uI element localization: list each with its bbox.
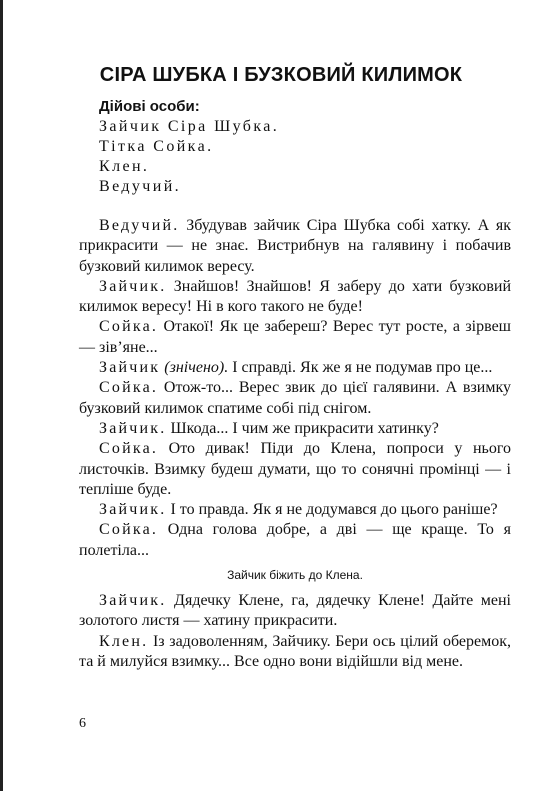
line-text: Одна голова добре, а дві — ще краще. То я полетіла... [79, 521, 511, 559]
dialogue-line [79, 632, 511, 673]
line-text: Ото дивак! Піди до Клена, попроси у нього листочків. Взимку будеш думати, що то сонячні промінці — і тепліше буде. [79, 440, 511, 498]
dialogue-line [79, 378, 511, 419]
dialogue-line [79, 500, 511, 520]
cast-list [99, 117, 279, 197]
cast-heading: Дійові особи: [99, 98, 200, 115]
speaker-name: Зайчик. [99, 501, 167, 519]
dialogue-line [79, 358, 511, 378]
cast-item: Тітка Сойка. [99, 138, 214, 155]
dialogue-line [79, 591, 511, 632]
line-text: Отож-то... Верес звик до цієї галявини. А взимку бузковий килимок спатиме собі під снігом. [79, 379, 511, 417]
page-title: СІРА ШУБКА І БУЗКОВИЙ КИЛИМОК [99, 64, 463, 86]
book-page [3, 0, 559, 791]
cast-item: Зайчик Сіра Шубка. [99, 118, 280, 135]
stage-direction: Зайчик біжить до Клена. [227, 568, 363, 583]
dialogue-line [79, 216, 511, 277]
speaker-name: Сойка. [99, 521, 159, 539]
stage-direction-inline: (знічено). [164, 359, 229, 377]
speaker-name: Зайчик. [99, 419, 167, 437]
line-text: Шкода... І чим же прикрасити хатинку? [166, 419, 439, 437]
speaker-name: Зайчик. [99, 277, 167, 295]
speaker-name: Сойка. [99, 318, 159, 336]
line-text: Знайшов! Знайшов! Я заберу до хати бузковий килимок вересу! Ні в кого такого не буде! [79, 277, 511, 316]
line-text: Дядечку Клене, га, дядечку Клене! Дайте мені золотого листя — хатину прикрасити. [79, 592, 511, 630]
line-text: Отакої! Як це забереш? Верес тут росте, а зірвеш — зів’яне... [79, 318, 511, 356]
dialogue-line [79, 520, 511, 561]
dialogue-line [79, 439, 511, 500]
cast-item: Клен. [99, 158, 150, 175]
line-text: І то правда. Як я не додумався до цього раніше? [166, 501, 498, 519]
cast-item: Ведучий. [99, 178, 182, 195]
line-text: Збудував зайчик Сіра Шубка собі хатку. А як прикрасити — не знає. Вистрибнув на галявину і побачив бузковий килимок вересу. [79, 217, 511, 275]
speaker-name: Зайчик. [99, 592, 167, 610]
page-number: 6 [79, 716, 86, 731]
speaker-name: Зайчик [99, 359, 161, 377]
speaker-name: Сойка. [99, 379, 159, 397]
line-text: І справді. Як же я не подумав про це... [228, 359, 493, 377]
speaker-name: Ведучий. [99, 217, 180, 234]
line-text: Із задоволенням, Зайчику. Бери ось цілий оберемок, та й милуйся взимку... Все одно вони відійшли від мене. [79, 632, 511, 670]
play-text [79, 216, 511, 672]
speaker-name: Сойка. [99, 440, 159, 458]
speaker-name: Клен. [99, 632, 149, 650]
dialogue-line [79, 419, 511, 439]
dialogue-line [79, 317, 511, 358]
dialogue-line [79, 277, 511, 318]
